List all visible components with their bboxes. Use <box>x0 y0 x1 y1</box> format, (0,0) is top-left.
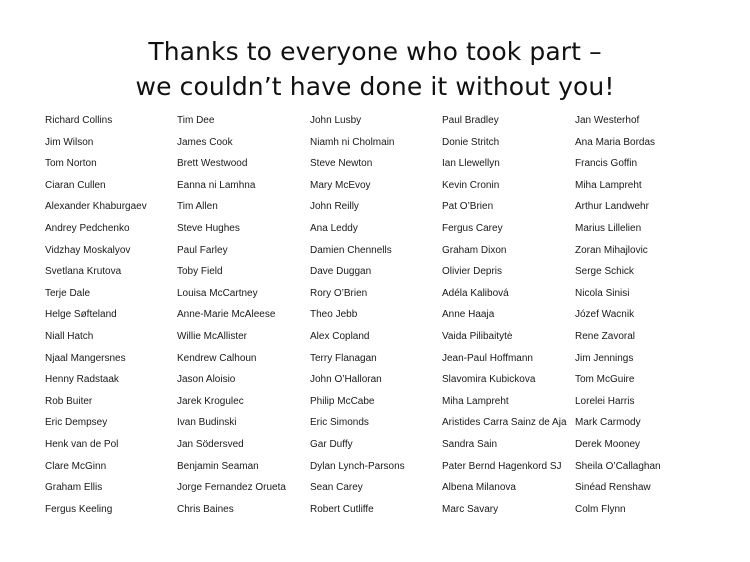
title-line-1: Thanks to everyone who took part – <box>148 37 602 66</box>
name-entry: Theo Jebb <box>310 309 358 321</box>
name-entry: Rob Buiter <box>45 395 93 407</box>
name-entry: Clare McGinn <box>45 460 107 472</box>
name-entry: Tim Dee <box>177 115 215 126</box>
name-entry: Henk van de Pol <box>45 438 119 450</box>
name-entry: Svetlana Krutova <box>45 266 122 278</box>
name-entry: Sandra Sain <box>442 438 498 450</box>
name-entry: Terje Dale <box>45 287 91 299</box>
name-entry: Albena Milanova <box>442 482 516 494</box>
name-entry: Eanna ni Lamhna <box>177 179 256 191</box>
page-title <box>0 34 750 104</box>
name-entry: Helge Søfteland <box>45 309 117 321</box>
name-entry: Lorelei Harris <box>575 395 635 407</box>
name-entry: Tim Allen <box>177 201 218 213</box>
name-entry: Damien Chennells <box>310 244 392 256</box>
name-entry: Ivan Budinski <box>177 417 237 429</box>
name-entry: John O’Halloran <box>310 374 382 386</box>
name-entry: Graham Dixon <box>442 244 507 256</box>
name-entry: Francis Goffin <box>575 158 638 170</box>
name-entry: Slavomira Kubickova <box>442 374 536 386</box>
name-entry: Marius Lillelien <box>575 222 642 234</box>
name-entry: Louisa McCartney <box>177 287 258 299</box>
name-entry: Henny Radstaak <box>45 374 119 386</box>
names-column-4 <box>442 110 567 520</box>
name-entry: Tom Norton <box>45 158 97 170</box>
name-entry: Anne Haaja <box>442 309 495 321</box>
name-entry: Jean-Paul Hoffmann <box>442 352 533 364</box>
name-entry: Zoran Mihajlovic <box>575 244 648 256</box>
title-line-2: we couldn’t have done it without you! <box>135 72 615 101</box>
name-entry: Ian Llewellyn <box>442 158 500 170</box>
name-entry: Toby Field <box>177 266 223 278</box>
name-entry: Vidzhay Moskalyov <box>45 244 131 256</box>
name-entry: Kendrew Calhoun <box>177 352 257 364</box>
name-entry: Andrey Pedchenko <box>45 222 130 234</box>
name-entry: Niall Hatch <box>45 330 94 342</box>
name-entry: Pater Bernd Hagenkord SJ <box>442 460 562 472</box>
names-column-2 <box>177 110 286 520</box>
names-column-5 <box>575 110 661 520</box>
name-entry: Mark Carmody <box>575 417 641 429</box>
name-entry: Ana Leddy <box>310 222 358 234</box>
name-entry: Vaida Pilibaitytė <box>442 330 513 342</box>
name-entry: Steve Newton <box>310 158 373 170</box>
name-entry: Alexander Khaburgaev <box>45 201 147 213</box>
names-column-1 <box>45 110 147 520</box>
name-entry: Serge Schick <box>575 266 634 278</box>
name-entry: Eric Dempsey <box>45 417 108 429</box>
name-entry: Niamh ni Cholmain <box>310 136 395 148</box>
name-entry: Mary McEvoy <box>310 179 371 191</box>
name-entry: Jason Aloisio <box>177 374 236 386</box>
name-entry: Derek Mooney <box>575 438 641 450</box>
name-entry: Dylan Lynch-Parsons <box>310 460 405 472</box>
name-entry: Jan Södersved <box>177 438 244 450</box>
name-entry: Chris Baines <box>177 503 234 515</box>
name-entry: Pat O’Brien <box>442 201 494 213</box>
name-entry: Paul Bradley <box>442 115 499 126</box>
name-entry: Steve Hughes <box>177 222 240 234</box>
name-entry: John Reilly <box>310 201 359 213</box>
name-entry: Graham Ellis <box>45 482 103 494</box>
name-entry: Nicola Sinisi <box>575 287 630 299</box>
name-entry: Brett Westwood <box>177 158 248 170</box>
name-entry: Adéla Kalibová <box>442 287 509 299</box>
names-column-3 <box>310 110 405 520</box>
name-entry: Olivier Depris <box>442 266 503 278</box>
name-entry: Dave Duggan <box>310 266 372 278</box>
name-entry: Ciaran Cullen <box>45 179 106 191</box>
name-entry: Sheila O’Callaghan <box>575 460 661 472</box>
name-entry: Ana Maria Bordas <box>575 136 656 148</box>
name-entry: Donie Stritch <box>442 136 500 148</box>
name-entry: Jim Wilson <box>45 136 94 148</box>
name-entry: Tom McGuire <box>575 374 635 386</box>
name-entry: Willie McAllister <box>177 330 247 342</box>
name-entry: James Cook <box>177 136 233 148</box>
name-entry: Philip McCabe <box>310 395 375 407</box>
name-entry: Jim Jennings <box>575 352 634 364</box>
name-entry: Kevin Cronin <box>442 179 500 191</box>
name-entry: Arthur Landwehr <box>575 201 649 213</box>
name-entry: Sean Carey <box>310 482 363 494</box>
name-entry: Gar Duffy <box>310 438 353 450</box>
name-entry: Richard Collins <box>45 115 113 126</box>
name-entry: Józef Wacnik <box>575 309 635 321</box>
name-entry: Fergus Keeling <box>45 503 113 515</box>
name-entry: Alex Copland <box>310 330 370 342</box>
name-entry: Fergus Carey <box>442 222 503 234</box>
name-entry: Eric Simonds <box>310 417 369 429</box>
name-entry: Jorge Fernandez Orueta <box>177 482 286 494</box>
name-entry: Anne-Marie McAleese <box>177 309 276 321</box>
name-entry: Robert Cutliffe <box>310 503 374 515</box>
name-entry: Rene Zavoral <box>575 330 636 342</box>
name-entry: John Lusby <box>310 115 362 126</box>
name-entry: Benjamin Seaman <box>177 460 259 472</box>
name-entry: Njaal Mangersnes <box>45 352 126 364</box>
name-entry: Sinéad Renshaw <box>575 482 651 494</box>
name-entry: Aristides Carra Sainz de Aja <box>442 417 567 429</box>
names-list <box>0 110 750 530</box>
name-entry: Miha Lampreht <box>575 179 642 191</box>
name-entry: Rory O’Brien <box>310 287 368 299</box>
name-entry: Jan Westerhof <box>575 115 640 126</box>
name-entry: Miha Lampreht <box>442 395 509 407</box>
name-entry: Paul Farley <box>177 244 228 256</box>
name-entry: Marc Savary <box>442 503 499 515</box>
name-entry: Jarek Krogulec <box>177 395 244 407</box>
name-entry: Terry Flanagan <box>310 352 377 364</box>
name-entry: Colm Flynn <box>575 503 626 515</box>
